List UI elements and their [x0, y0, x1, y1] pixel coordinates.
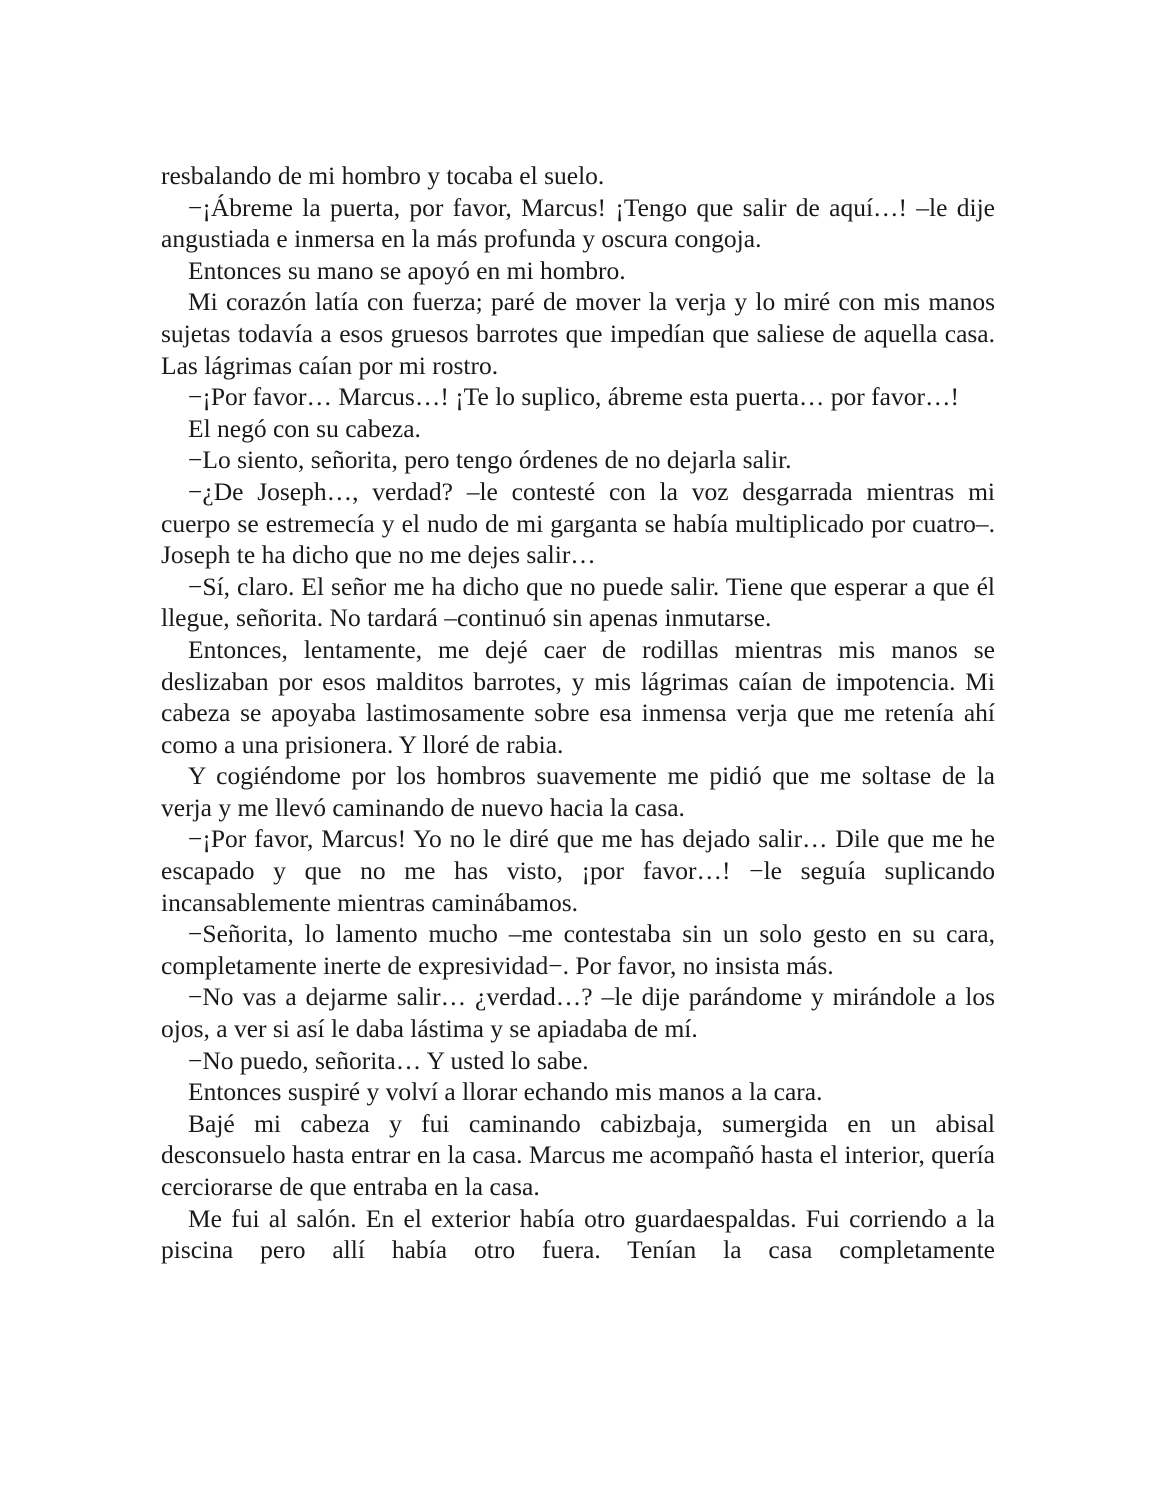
paragraph: Me fui al salón. En el exterior había otro guardaespaldas. Fui corriendo a la piscina pero allí había otro fuera. Tenían la casa completamente [161, 1203, 995, 1265]
paragraph: Entonces suspiré y volví a llorar echando mis manos a la cara. [188, 1077, 823, 1107]
paragraph: Y cogiéndome por los hombros suavemente me pidió que me soltase de la verja y me llevó caminando de nuevo hacia la casa. [161, 761, 995, 822]
paragraph: −No puedo, señorita… Y usted lo sabe. [188, 1045, 589, 1075]
paragraph: Entonces su mano se apoyó en mi hombro. [188, 255, 626, 285]
paragraph: −Sí, claro. El señor me ha dicho que no puede salir. Tiene que esperar a que él llegue, señorita. No tardará –continuó sin apenas inmutarse. [161, 571, 995, 633]
paragraph: resbalando de mi hombro y tocaba el suelo. [161, 161, 605, 190]
paragraph: Bajé mi cabeza y fui caminando cabizbaja, sumergida en un abisal desconsuelo hasta entrar en la casa. Marcus me acompañó hasta el interior, quería cerciorarse de que entraba en la casa. [161, 1108, 995, 1201]
paragraph: −¡Por favor, Marcus! Yo no le diré que me has dejado salir… Dile que me he escapado y que no me has visto, ¡por favor…! −le seguía suplicando incansablemente mientras caminábamos. [161, 824, 995, 917]
paragraph: −No vas a dejarme salir… ¿verdad…? –le dije parándome y mirándole a los ojos, a ver si así le daba lástima y se apiadaba de mí. [161, 982, 995, 1044]
page-body [161, 160, 995, 1266]
paragraph: Mi corazón latía con fuerza; paré de mover la verja y lo miré con mis manos sujetas todavía a esos gruesos barrotes que impedían que saliese de aquella casa. Las lágrimas caían por mi rostro. [161, 287, 995, 380]
paragraph: −¡Por favor… Marcus…! ¡Te lo suplico, ábreme esta puerta… por favor…! [188, 382, 959, 412]
paragraph: El negó con su cabeza. [188, 413, 421, 443]
paragraph: −Lo siento, señorita, pero tengo órdenes de no dejarla salir. [188, 445, 792, 475]
paragraph: −¡Ábreme la puerta, por favor, Marcus! ¡Tengo que salir de aquí…! –le dije angustiada e inmersa en la más profunda y oscura congoja. [161, 192, 995, 254]
paragraph: −¿De Joseph…, verdad? –le contesté con la voz desgarrada mientras mi cuerpo se estremecía y el nudo de mi garganta se había multiplicado por cuatro–. Joseph te ha dicho que no me dejes salir… [161, 476, 995, 570]
paragraph: Entonces, lentamente, me dejé caer de rodillas mientras mis manos se deslizaban por esos malditos barrotes, y mis lágrimas caían de impotencia. Mi cabeza se apoyaba lastimosamente sobre esa inmensa verja que me retenía ahí como a una prisionera. Y lloré de rabia. [161, 634, 995, 759]
paragraph: −Señorita, lo lamento mucho –me contestaba sin un solo gesto en su cara, completamente inerte de expresividad−. Por favor, no insista más. [161, 919, 995, 980]
